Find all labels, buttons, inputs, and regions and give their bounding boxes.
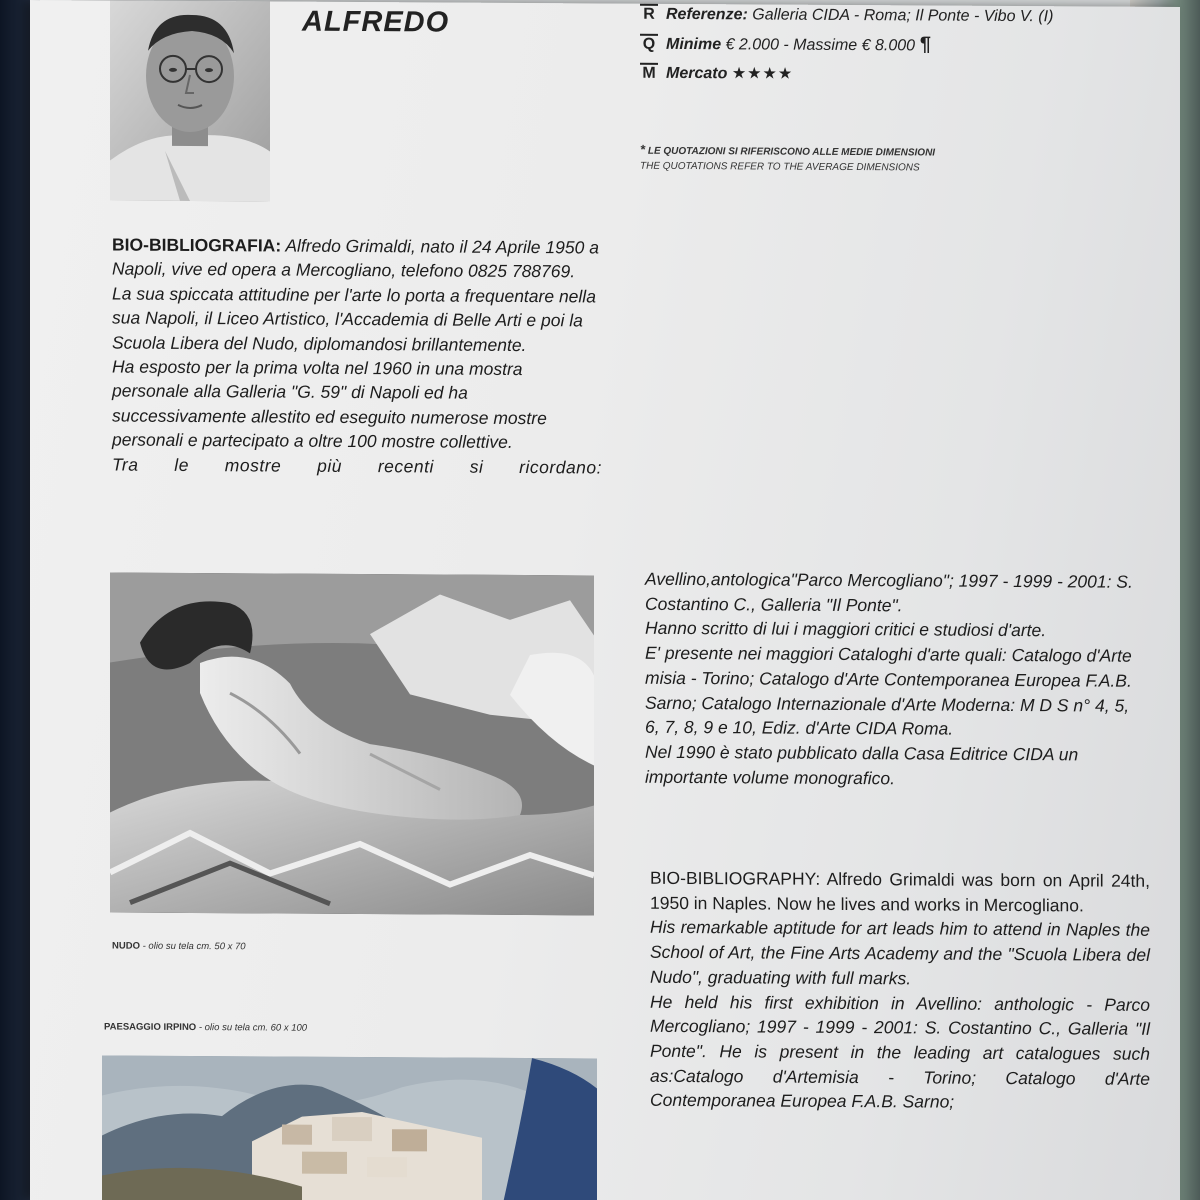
painting-nudo	[110, 572, 594, 915]
quote-letter: R	[640, 4, 658, 24]
bio-paragraph: BIO-BIBLIOGRAPHY: Alfredo Grimaldi was born on April 24th, 1950 in Naples. Now he lives and works in Mercogliano.	[650, 867, 1150, 916]
quote-value: € 2.000 - Massime € 8.000	[725, 36, 916, 55]
bio-paragraph: Ha esposto per la prima volta nel 1960 in una mostra personale alla Galleria "G. 59" di Napoli ed ha successivamente allestito ed eseguito numerose mostre personali e partecipato a oltre 100 mostre collettive.	[112, 356, 547, 453]
quote-value: Galleria CIDA - Roma; Il Ponte - Vibo V. (I)	[752, 6, 1054, 26]
bio-italian	[112, 233, 602, 480]
bio-paragraph: He held his first exhibition in Avellino: anthologic - Parco Mercogliano; 1997 - 1999 - 2001: S. Costantino C., Galleria "Il Ponte". He is present in the leading art catalogues such as:Catalogo d'Artemisia - Torino; Catalogo d'Arte Contemporanea Europea F.A.B. Sarno;	[650, 991, 1150, 1112]
bio-english	[650, 866, 1150, 1116]
asterisk-icon: *	[640, 141, 646, 157]
quotation-note-it	[640, 142, 935, 159]
bio-paragraph: La sua spiccata attitudine per l'arte lo porta a frequentare nella sua Napoli, il Liceo Artistico, l'Accademia di Belle Arti e poi la Scuola Libera del Nudo, diplomandosi brillantemente.	[112, 283, 596, 355]
bio-paragraph: Nel 1990 è stato pubblicato dalla Casa Editrice CIDA un importante volume monografico.	[645, 741, 1079, 788]
caption-detail: - olio su tela cm. 50 x 70	[139, 940, 246, 953]
bio-paragraph: Hanno scritto di lui i maggiori critici e studiosi d'arte.	[645, 618, 1047, 641]
paragraph-mark-icon: ¶	[919, 33, 931, 56]
bio-paragraph: Alfredo Grimaldi, nato il 24 Aprile 1950 a Napoli, vive ed opera a Mercogliano, telefono 0825 788769.	[112, 235, 599, 282]
caption-detail: - olio su tela cm. 60 x 100	[196, 1022, 308, 1034]
quote-row-prices	[640, 32, 931, 57]
quotation-note-en: THE QUOTATIONS REFER TO THE AVERAGE DIMENSIONS	[640, 160, 920, 174]
artist-name: ALFREDO	[302, 5, 450, 39]
bio-paragraph: Avellino,antologica"Parco Mercogliano"; 1997 - 1999 - 2001: S. Costantino C., Galleria "Il Ponte".	[645, 568, 1133, 616]
bio-heading: BIO-BIBLIOGRAFIA:	[112, 234, 282, 256]
caption-paesaggio	[104, 1021, 307, 1033]
artist-portrait-photo	[110, 0, 270, 201]
quote-row-references	[640, 4, 1053, 27]
bio-paragraph: His remarkable aptitude for art leads him to attend in Naples the School of Art, the Fine Arts Academy and the "Scuola Libera del Nudo", graduating with full marks.	[650, 917, 1150, 989]
quote-letter: M	[640, 63, 658, 83]
quote-key: Mercato	[666, 64, 728, 83]
bio-paragraph: Tra le mostre più recenti si ricordano:	[112, 454, 602, 478]
quote-letter: Q	[640, 34, 658, 54]
bio-paragraph: E' presente nei maggiori Cataloghi d'arte quali: Catalogo d'Arte misia - Torino; Catalogo d'Arte Contemporanea Europea F.A.B. Sarno; Catalogo Internazionale d'Arte Moderna: M D S n° 4, 5, 6, 7, 8, 9 e 10, Ediz. d'Arte CIDA Roma.	[645, 642, 1132, 739]
caption-nudo	[112, 941, 246, 953]
caption-title: PAESAGGIO IRPINO	[104, 1021, 197, 1034]
quote-key: Referenze:	[666, 5, 748, 24]
market-stars-icon: ★★★★	[731, 65, 794, 83]
painting-paesaggio-irpino	[102, 1055, 597, 1200]
quotation-note-it-text: LE QUOTAZIONI SI RIFERISCONO ALLE MEDIE DIMENSIONI	[647, 145, 936, 159]
catalog-page	[30, 0, 1180, 1200]
bio-italian-continued	[645, 567, 1145, 792]
caption-title: NUDO	[112, 940, 140, 952]
quote-row-market	[640, 63, 793, 84]
quote-key: Minime	[666, 35, 722, 54]
